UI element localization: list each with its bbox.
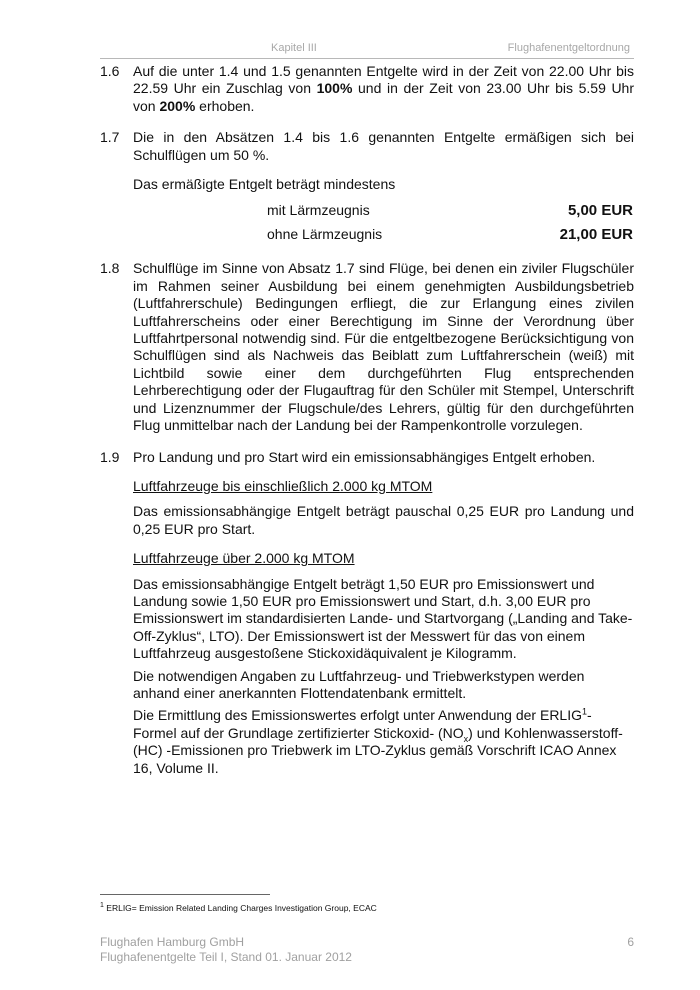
section-number: 1.9	[100, 448, 120, 465]
emission-formula-text: Die Ermittlung des Emissionswertes erfolgt unter Anwendung der ERLIG$^1$-Formel auf der Grundlage zertifizierter Stickoxid- $(NO_x)$ und Kohlenwasserstoff- (HC) -Emissionen pro Triebwerk im LTO-Zyklus gemäß Vorschrift ICAO Annex 16, Volume II.	[133, 706, 623, 776]
fee-amount: 21,00 EUR	[559, 225, 633, 243]
page-number: 6	[627, 935, 634, 949]
surcharge-100: 100%	[316, 80, 353, 97]
section-number: 1.6	[100, 63, 120, 79]
footnote: $^1$ ERLIG= Emission Related Landing Charges Investigation Group, ECAC	[100, 902, 377, 913]
section-number: 1.8	[100, 260, 120, 277]
section-1-8	[100, 260, 634, 434]
surcharge-200: 200%	[159, 97, 196, 114]
section-1-6-text: Auf die unter 1.4 und 1.5 genannten Entgelte wird in der Zeit von 22.00 Uhr bis 22.59 Uhr ein Zuschlag von 100% und in der Zeit von 23.00 Uhr bis 5.59 Uhr von 200% erhoben.	[133, 63, 635, 114]
section-number: 1.7	[100, 129, 120, 146]
page-header	[100, 40, 634, 59]
section-1-9-intro: Pro Landung und pro Start wird ein emissionsabhängiges Entgelt erhoben.	[133, 448, 596, 465]
heavy-aircraft-text: Das emissionsabhängige Entgelt beträgt 1,50 EUR pro Emissionswert und Landung sowie 1,50 EUR pro Emissionswert und Start, d.h. 3,00 EUR pro Emissionswert im standardisierten Lande- und Startvorgang („Landing and Take-Off-Zyklus“, LTO). Der Emissionswert ist der Messwert für das von einem Luftfahrzeug ausgestoßene Stickoxidäquivalent je Kilogramm.	[133, 575, 633, 662]
minimum-fee-intro: Das ermäßigte Entgelt beträgt mindestens	[133, 176, 396, 193]
subheading-light-aircraft: Luftfahrzeuge bis einschließlich 2.000 kg MTOM	[133, 477, 433, 494]
fee-amount: 5,00 EUR	[567, 201, 633, 219]
section-1-7	[100, 129, 634, 246]
main-content	[100, 63, 634, 791]
header-chapter: Kapitel III	[271, 42, 317, 54]
light-aircraft-text: Das emissionsabhängige Entgelt beträgt pauschal 0,25 EUR pro Landung und 0,25 EUR pro Start.	[133, 503, 634, 537]
fee-row	[133, 198, 634, 222]
footnote-divider	[100, 894, 270, 895]
footer-document: Flughafenentgelte Teil I, Stand 01. Januar 2012	[100, 950, 352, 964]
footnote-ref: 1	[582, 706, 588, 717]
section-1-6	[100, 63, 634, 115]
fleet-database-text: Die notwendigen Angaben zu Luftfahrzeug- und Triebwerkstypen werden anhand einer anerkannten Flottendatenbank ermittelt.	[133, 667, 585, 701]
page-footer	[100, 935, 634, 965]
header-title: Flughafenentgeltordnung	[507, 42, 630, 54]
fee-label: mit Lärmzeugnis	[267, 201, 370, 218]
section-1-8-text: Schulflüge im Sinne von Absatz 1.7 sind Flüge, bei denen ein ziviler Flugschüler im Rahmen seiner Ausbildung bei einem genehmigten Ausbildungsbetrieb (Luftfahrerschule) Bedingungen erfliegt, die zur Erlangung eines zivilen Luftfahrerscheins oder einer Berechtigung im Sinne der Verordnung über Luftfahrtpersonal notwendig sind. Für die entgeltbezogene Berücksichtigung von Schulflügen sind als Nachweis das Beiblatt zum Luftfahrerschein (weiß) mit Lichtbild sowie einer dem durchgeführten Flug entsprechenden Lehrberechtigung oder der Flugauftrag für den Schüler mit Stempel, Unterschrift und Lizenznummer der Flugschule/des Lehrers, gültig für den durchgeführten Flug unmittelbar nach der Landung bei der Rampenkontrolle vorzulegen.	[133, 260, 634, 434]
fee-row	[133, 222, 634, 246]
section-1-7-text: Die in den Absätzen 1.4 bis 1.6 genannten Entgelte ermäßigen sich bei Schulflügen um 50 %.	[133, 129, 634, 163]
subheading-heavy-aircraft: Luftfahrzeuge über 2.000 kg MTOM	[133, 550, 355, 567]
section-1-9	[100, 449, 634, 778]
footer-company: Flughafen Hamburg GmbH	[100, 935, 245, 949]
fee-label: ohne Lärmzeugnis	[267, 225, 383, 242]
